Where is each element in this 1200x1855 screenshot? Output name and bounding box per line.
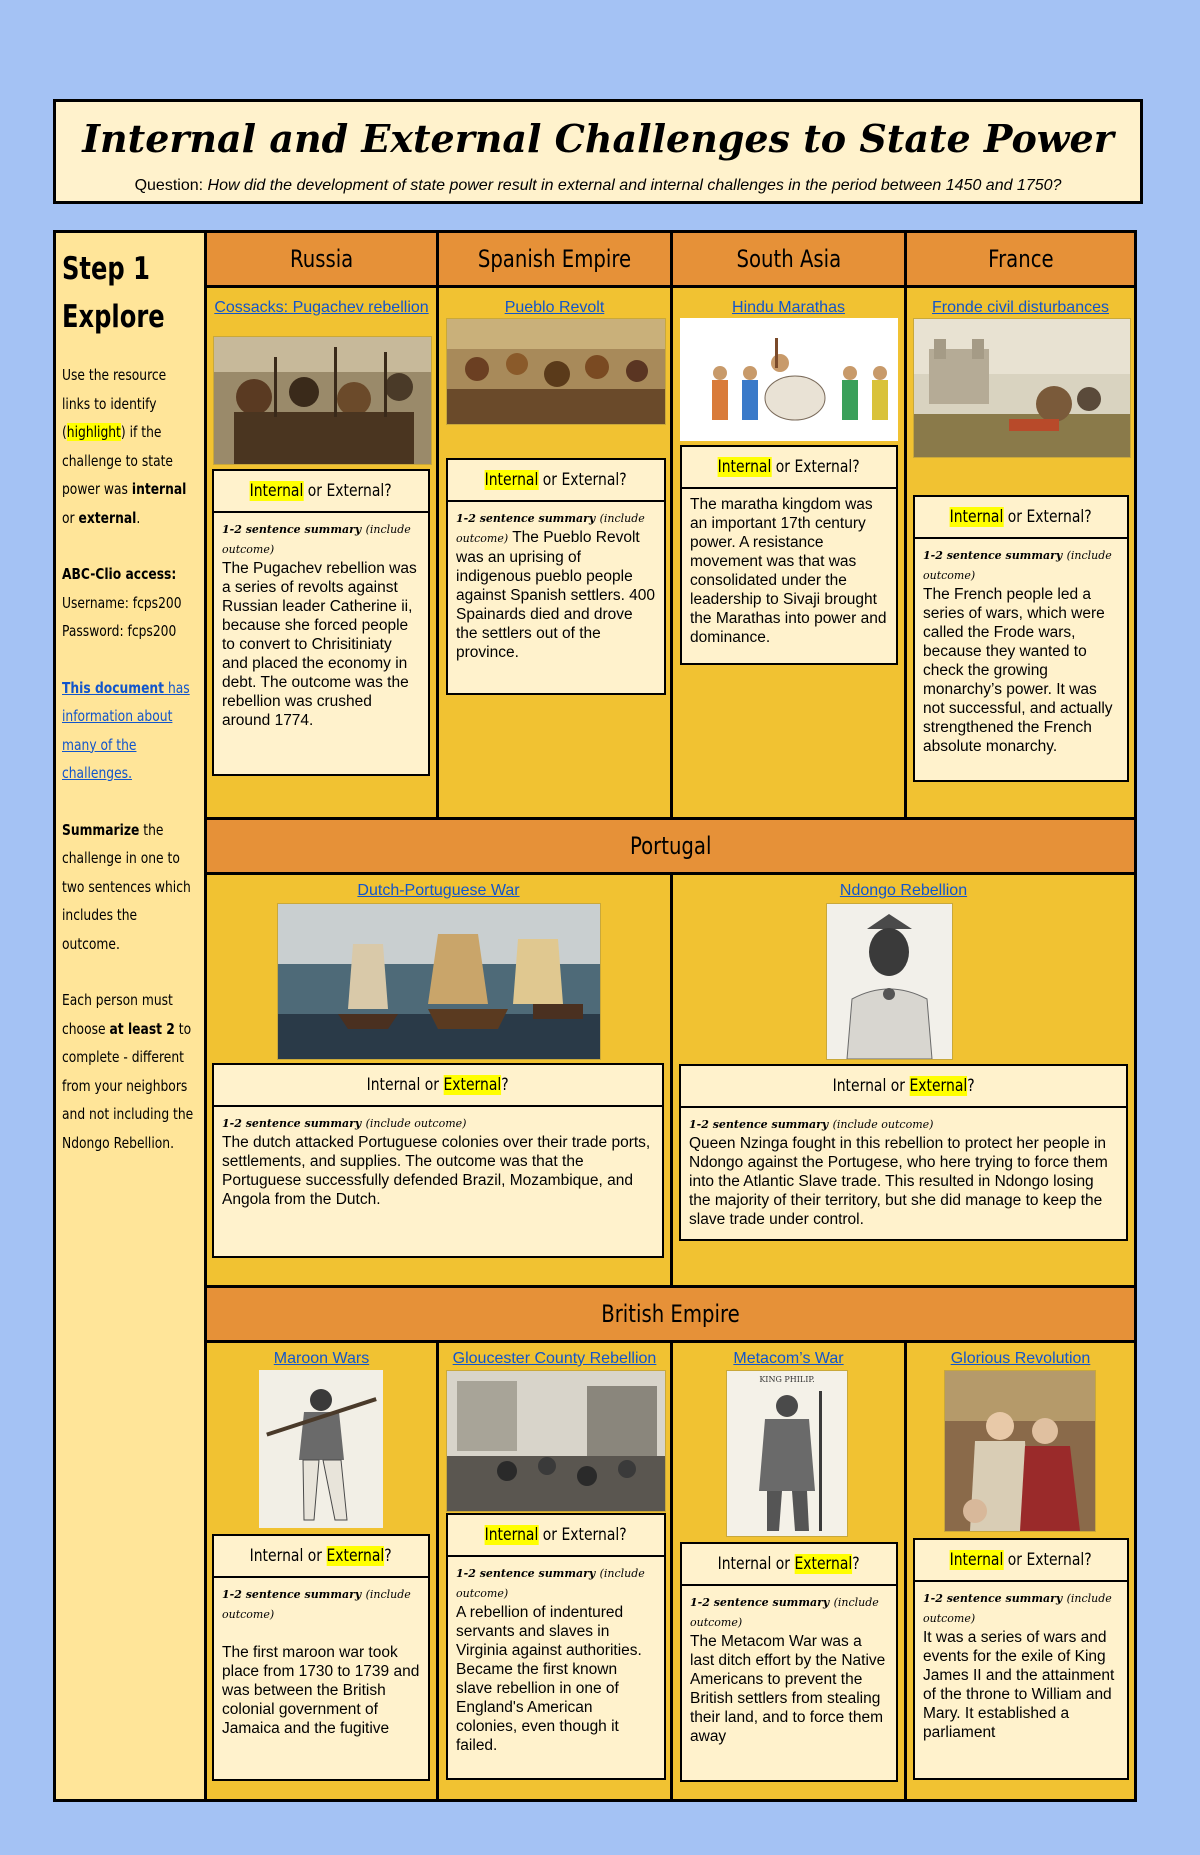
summary-hint: (include outcome) (365, 1117, 467, 1130)
link-text[interactable]: Dutch-Portuguese War (357, 882, 520, 899)
engraving-maroon (259, 1370, 383, 1528)
worksheet-grid (53, 230, 1137, 1802)
link-dutch-portuguese-war[interactable] (207, 881, 670, 900)
link-text[interactable]: Ndongo Rebellion (839, 882, 968, 899)
king-philip-caption: KING PHILIP. (759, 1375, 815, 1384)
text: . (136, 508, 141, 527)
link-text[interactable]: Fronde civil disturbances (932, 299, 1109, 316)
illustration-marathas (680, 318, 898, 441)
question-line (56, 177, 1140, 195)
external-option: External (326, 1546, 385, 1566)
qmark: ? (384, 1546, 393, 1566)
summary-text: The French people led a series of wars, which were called the Frode wars, because they wanted to check the growing monarchy’s power. It was not successful, and actually strengthened the French absolute monarchy. (923, 586, 1113, 755)
internal-external-dutch (212, 1063, 664, 1107)
instructions (62, 361, 197, 1185)
summary-label: 1-2 sentence summary (222, 1588, 362, 1601)
highlight-word: highlight (66, 423, 121, 441)
internal-option: Internal (949, 507, 1004, 527)
engraving-gloucester (446, 1370, 666, 1512)
divider (670, 233, 673, 820)
summary-spanish (446, 500, 666, 695)
internal-external-metacom (680, 1542, 898, 1586)
at-least-2: at least 2 (109, 1019, 175, 1038)
link-fronde[interactable] (907, 298, 1134, 317)
summary-france (913, 537, 1129, 782)
summary-maroon (212, 1576, 430, 1781)
summary-hint: (include outcome) (923, 1592, 1112, 1625)
link-glorious-revolution[interactable] (907, 1349, 1134, 1368)
step-number: Step 1 (62, 251, 150, 287)
external-option: External (1026, 1550, 1085, 1570)
document-link-rest[interactable]: has information about many of the challenges. (62, 678, 190, 782)
qmark: ? (967, 1076, 975, 1096)
text: Use the resource links to identify ( (62, 366, 167, 441)
divider (204, 233, 207, 1799)
internal-option: Internal (717, 1554, 772, 1574)
internal-external-russia (212, 469, 430, 513)
divider (204, 1340, 1134, 1343)
divider (904, 233, 907, 820)
link-text[interactable]: Cossacks: Pugachev rebellion (214, 299, 429, 316)
region-label: Portugal (629, 832, 712, 860)
qmark: ? (384, 481, 393, 501)
internal-external-spanish (446, 458, 666, 502)
text: or (62, 508, 79, 527)
internal-option: Internal (249, 481, 304, 501)
internal-option: Internal (832, 1076, 887, 1096)
header-france (907, 233, 1134, 285)
or-text: or (1003, 507, 1027, 527)
summary-label: 1-2 sentence summary (923, 549, 1063, 562)
internal-option: Internal (366, 1075, 421, 1095)
summary-russia (212, 511, 430, 776)
header-box (53, 99, 1143, 204)
summary-text: The dutch attacked Portuguese colonies over their trade ports, settlements, and supplies. The outcome was that the Portuguese successfully defended Brazil, Mozambique, and Angola from the Dutch. (222, 1134, 651, 1208)
region-label: South Asia (736, 245, 841, 273)
document-note (62, 674, 197, 788)
or-text: or (1003, 1550, 1027, 1570)
summary-text: A rebellion of indentured servants and slaves in Virginia against authorities. Became the first known slave rebellion in one of England's American colonies, even though it failed. (456, 1604, 642, 1754)
link-text[interactable]: Pueblo Revolt (504, 299, 605, 316)
step-name: Explore (62, 299, 165, 335)
step-heading (62, 245, 202, 341)
abc-clio-access (62, 560, 197, 646)
painting-fronde (913, 318, 1131, 458)
qmark: ? (619, 1525, 628, 1545)
link-text[interactable]: Maroon Wars (273, 1350, 370, 1367)
or-text: or (303, 1546, 327, 1566)
summary-label: 1-2 sentence summary (222, 523, 362, 536)
password: Password: fcps200 (62, 622, 177, 640)
summary-text: The Pugachev rebellion was a series of revolts against Russian leader Catherine ii, because she forced people to convert to Chrisitiniaty and placed the economy in debt. The outcome was the rebellion was crushed around 1774. (222, 560, 417, 729)
qmark: ? (501, 1075, 510, 1095)
painting-cossacks (213, 336, 432, 465)
external-option: External (561, 1525, 620, 1545)
summary-text: The Metacom War was a last ditch effort by the Native Americans to prevent the British settlers from stealing their land, and to force them away (690, 1633, 886, 1745)
summary-text: The Pueblo Revolt was an uprising of indigenous pueblo people against Spanish settlers. 400 Spainards died and drove the settlers out of the province. (456, 529, 656, 661)
external-option: External (794, 1554, 853, 1574)
link-text[interactable]: Hindu Marathas (732, 299, 845, 316)
or-text: or (771, 457, 795, 477)
link-pueblo-revolt[interactable] (439, 298, 670, 317)
internal-external-france (913, 495, 1129, 539)
summary-glorious (913, 1580, 1129, 1780)
internal-external-maroon (212, 1534, 430, 1578)
link-maroon-wars[interactable] (207, 1349, 436, 1368)
summary-hint: (include outcome) (690, 1596, 879, 1629)
question-text: How did the development of state power result in external and internal challenges in the period between 1450 and 1750? (207, 177, 1062, 194)
region-label: France (987, 245, 1054, 273)
text: Each person must choose (62, 991, 173, 1038)
external-option: External (326, 481, 385, 501)
link-text[interactable]: Gloucester County Rebellion (452, 1350, 657, 1367)
qmark: ? (852, 457, 861, 477)
summary-text: Queen Nzinga fought in this rebellion to protect her people in Ndongo against the Portugese, who here trying to force them into the Atlantic Slave trade. This resulted in Ndongo losing the majority of their territory, but she did manage to keep the slave trade under control. (689, 1135, 1108, 1228)
header-russia (207, 233, 436, 285)
question-label: Question: (134, 177, 204, 194)
internal-word: internal (131, 480, 187, 498)
external-option: External (1026, 507, 1085, 527)
summarize-word: Summarize (62, 820, 140, 839)
summary-label: 1-2 sentence summary (690, 1596, 830, 1609)
or-text: or (538, 470, 562, 490)
external-option: External (909, 1076, 968, 1096)
text: to complete - different from your neighbors and not including the Ndongo Rebellion. (62, 1019, 194, 1152)
engraving-king-philip (726, 1370, 848, 1537)
qmark: ? (852, 1554, 861, 1574)
divider (204, 872, 1134, 875)
summary-metacom (680, 1584, 898, 1782)
summary-hint: (include outcome) (222, 523, 411, 556)
summary-hint: (include outcome) (923, 549, 1112, 582)
document-link[interactable]: This document (62, 678, 165, 697)
username: Username: fcps200 (62, 593, 182, 612)
divider (436, 233, 439, 820)
link-hindu-marathas[interactable] (673, 298, 904, 317)
painting-william-and-mary (944, 1370, 1096, 1532)
internal-option: Internal (484, 470, 539, 490)
painting-pueblo-revolt (446, 318, 666, 425)
link-cossacks[interactable] (207, 298, 436, 317)
summary-label: 1-2 sentence summary (923, 1592, 1063, 1605)
qmark: ? (619, 470, 628, 490)
or-text: or (771, 1554, 795, 1574)
summary-hint: (include outcome) (832, 1118, 934, 1131)
summary-label: 1-2 sentence summary (456, 512, 596, 525)
link-text[interactable]: Metacom’s War (733, 1350, 844, 1367)
internal-option: Internal (249, 1546, 304, 1566)
internal-external-gloucester (446, 1513, 666, 1557)
summary-label: 1-2 sentence summary (222, 1117, 362, 1130)
qmark: ? (1084, 507, 1093, 527)
summary-ndongo (679, 1106, 1128, 1241)
painting-dutch-portuguese-war (277, 903, 601, 1060)
external-word: external (78, 508, 137, 527)
header-south-asia (673, 233, 904, 285)
header-british-empire (207, 1288, 1134, 1340)
text: the challenge in one to two sentences which includes the outcome. (62, 820, 191, 953)
choose-note (62, 986, 197, 1157)
summary-gloucester (446, 1555, 666, 1780)
qmark: ? (1084, 1550, 1093, 1570)
summary-label: 1-2 sentence summary (689, 1118, 829, 1131)
summary-text: The first maroon war took place from 1730 to 1739 and was between the British colonial government of Jamaica and the fugitive (222, 1644, 420, 1737)
internal-option: Internal (484, 1525, 539, 1545)
link-gloucester-county[interactable] (439, 1349, 670, 1368)
internal-option: Internal (717, 457, 772, 477)
portrait-queen-nzinga (826, 903, 953, 1060)
or-text: or (538, 1525, 562, 1545)
or-text: or (303, 481, 327, 501)
link-text[interactable]: Glorious Revolution (950, 1350, 1091, 1367)
external-option: External (794, 457, 853, 477)
or-text: or (420, 1075, 444, 1095)
region-label: Spanish Empire (477, 245, 632, 273)
instruction-identify (62, 361, 197, 532)
or-text: or (886, 1076, 910, 1096)
link-ndongo-rebellion[interactable] (673, 881, 1134, 900)
internal-external-south-asia (680, 445, 898, 489)
link-metacoms-war[interactable] (673, 1349, 904, 1368)
summary-dutch (212, 1105, 664, 1258)
summary-hint: (include outcome) (456, 512, 645, 545)
summary-text: The maratha kingdom was an important 17th century power. A resistance movement was that was consolidated under the leadership to Sivaji brought the Marathas into power and dominance. (690, 496, 887, 646)
internal-option: Internal (949, 1550, 1004, 1570)
summary-text: It was a series of wars and events for the exile of King James II and the attainment of the throne to William and Mary. It established a parliament (923, 1629, 1115, 1741)
header-spanish-empire (439, 233, 670, 285)
region-label: Russia (289, 245, 354, 273)
text: ) if the challenge to state power was (62, 423, 173, 498)
summary-south-asia (680, 487, 898, 665)
sidebar (56, 233, 204, 1799)
header-portugal (207, 820, 1134, 872)
internal-external-glorious (913, 1538, 1129, 1582)
external-option: External (443, 1075, 502, 1095)
divider (204, 285, 1134, 288)
summarize-note (62, 816, 197, 959)
summary-label: 1-2 sentence summary (456, 1567, 596, 1580)
abc-title: ABC-Clio access: (62, 565, 177, 583)
internal-external-ndongo (679, 1064, 1128, 1108)
summary-hint: (include outcome) (456, 1567, 645, 1600)
summary-hint: (include outcome) (222, 1588, 411, 1621)
external-option: External (561, 470, 620, 490)
page-title: Internal and External Challenges to State Power (82, 116, 1114, 161)
region-label: British Empire (601, 1300, 740, 1328)
